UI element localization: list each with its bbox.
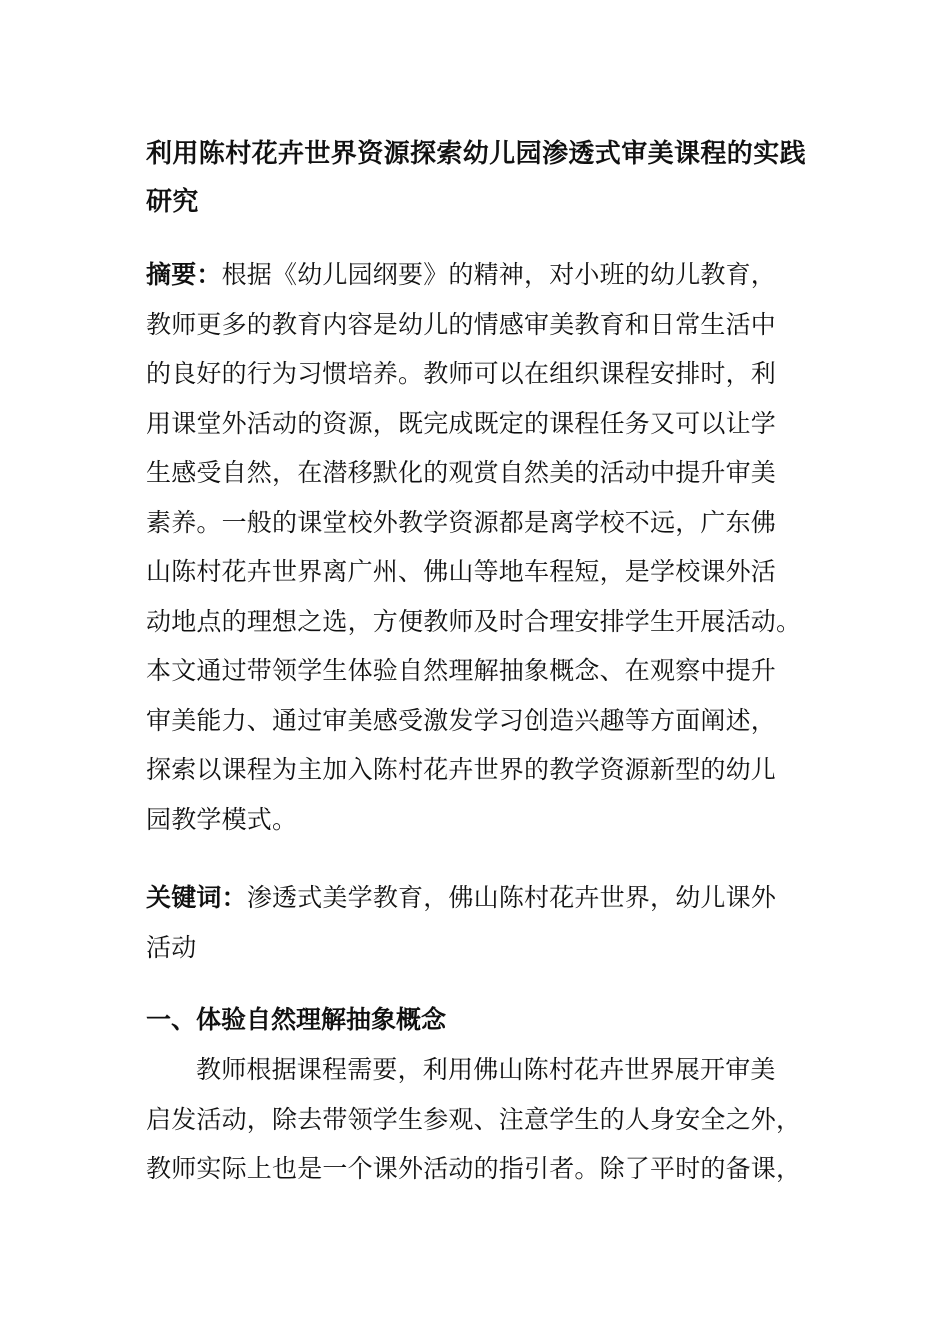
keywords-text: 渗透式美学教育，佛山陈村花卉世界，幼儿课外	[246, 883, 777, 912]
body-line: 启发活动，除去带领学生参观、注意学生的人身安全之外，	[146, 1104, 802, 1134]
abstract-label: 摘要：	[146, 260, 222, 289]
keywords-line: 活动	[146, 932, 197, 962]
keywords-label: 关键词：	[146, 883, 247, 912]
abstract-line: 的良好的行为习惯培养。教师可以在组织课程安排时，利	[146, 359, 777, 388]
abstract-line	[146, 250, 826, 300]
body-line: 教师实际上也是一个课外活动的指引者。除了平时的备课，	[146, 1154, 802, 1183]
body-paragraph	[146, 1045, 826, 1194]
document-title	[146, 130, 826, 226]
abstract-line: 山陈村花卉世界离广州、佛山等地车程短，是学校课外活	[146, 557, 777, 586]
keywords-paragraph	[146, 873, 826, 972]
body-line: 教师根据课程需要，利用佛山陈村花卉世界展开审美	[196, 1055, 776, 1084]
abstract-line: 审美能力、通过审美感受激发学习创造兴趣等方面阐述，	[146, 705, 777, 735]
title-line-1: 利用陈村花卉世界资源探索幼儿园渗透式审美课程的实践	[146, 139, 807, 169]
abstract-line: 本文通过带领学生体验自然理解抽象概念、在观察中提升	[146, 656, 777, 685]
abstract-line: 教师更多的教育内容是幼儿的情感审美教育和日常生活中	[146, 309, 777, 339]
title-line-2: 研究	[146, 187, 199, 217]
abstract-line: 探索以课程为主加入陈村花卉世界的教学资源新型的幼儿	[146, 755, 777, 784]
abstract-line: 动地点的理想之选，方便教师及时合理安排学生开展活动。	[146, 606, 802, 636]
abstract-text: 根据《幼儿园纲要》的精神，对小班的幼儿教育，	[221, 260, 777, 289]
abstract-line: 用课堂外活动的资源，既完成既定的课程任务又可以让学	[146, 408, 777, 438]
section-heading: 一、体验自然理解抽象概念	[146, 1005, 447, 1034]
abstract-line: 素养。一般的课堂校外教学资源都是离学校不远，广东佛	[146, 507, 777, 537]
keywords-line	[146, 873, 826, 923]
abstract-paragraph	[146, 250, 826, 844]
abstract-line: 园教学模式。	[146, 804, 298, 834]
abstract-line: 生感受自然，在潜移默化的观赏自然美的活动中提升审美	[146, 458, 777, 487]
